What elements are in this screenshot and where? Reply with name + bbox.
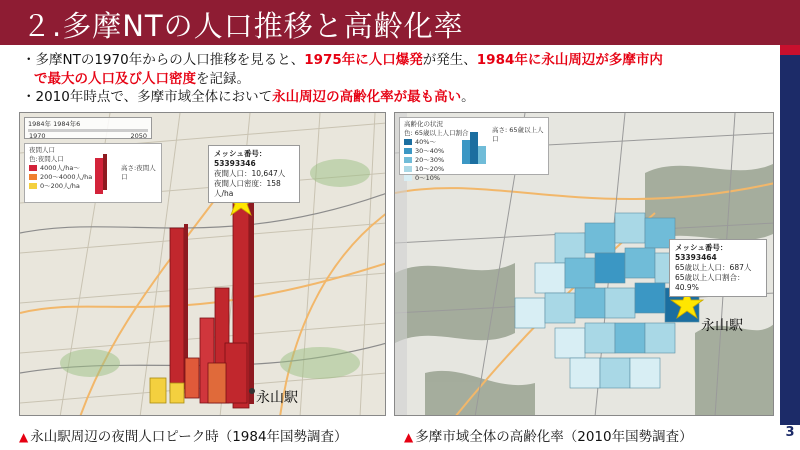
caption-right <box>404 425 693 445</box>
legend-swatch <box>404 157 412 163</box>
legend-swatch <box>404 148 412 154</box>
timeline-end: 2050 <box>130 132 147 140</box>
legend-subtitle: 色:夜間人口 <box>29 155 64 163</box>
legend-swatch <box>29 174 37 180</box>
bullet-list <box>22 51 778 107</box>
legend-title: 夜間人口 <box>29 146 55 154</box>
legend-swatch <box>29 183 37 189</box>
legend-item-3 <box>404 165 544 174</box>
legend-title: 高齢化の状況 <box>404 120 443 128</box>
population-map-panel[interactable] <box>19 112 386 416</box>
page-number: 3 <box>785 425 795 440</box>
bullet-2-line <box>22 88 778 107</box>
legend-label: 0〜10% <box>415 174 441 182</box>
bullet-1-highlight-2: 1984年に永山周辺が多摩市内 <box>476 52 663 68</box>
legend-label: 0〜200人/ha <box>40 182 80 190</box>
legend-item-4 <box>404 174 544 183</box>
legend-label: 4000人/ha〜 <box>40 164 80 172</box>
triangle-icon: ▲ <box>19 430 29 444</box>
popup-row-1: 夜間人口：10,647人 <box>214 169 286 178</box>
legend-height-label: 高さ: 65歳以上人口 <box>492 126 544 143</box>
legend-label: 200〜4000人/ha <box>40 173 93 181</box>
bullet-2-text-a: ・2010年時点で、多摩市域全体において <box>22 89 273 105</box>
legend-bar-icon <box>89 152 119 196</box>
accent-stripe-red <box>780 45 800 55</box>
bullet-1-text-a: ・多摩NTの1970年からの人口推移を見ると、 <box>22 52 305 68</box>
popup-mesh-id: 53393346 <box>214 159 256 168</box>
caption-right-text: 多摩市域全体の高齢化率（2010年国勢調査） <box>415 429 693 445</box>
population-legend <box>24 143 162 203</box>
mesh-popup[interactable] <box>669 239 767 297</box>
legend-label: 40%〜 <box>415 138 436 146</box>
legend-swatch <box>404 175 412 181</box>
timeline-start: 1970 <box>29 132 46 140</box>
legend-height-label: 高さ:夜間人口 <box>121 164 156 181</box>
aging-map-panel[interactable] <box>394 112 774 416</box>
caption-left-text: 永山駅周辺の夜間人口ピーク時（1984年国勢調査） <box>30 429 348 445</box>
bullet-1-text-b: が発生、 <box>422 52 477 68</box>
popup-header: メッシュ番号： <box>675 243 728 252</box>
popup-row-1: 65歳以上人口：687人 <box>675 263 752 272</box>
bullet-1-highlight-3: で最大の人口及び人口密度 <box>34 70 196 87</box>
bullet-1-line-2 <box>22 70 778 89</box>
legend-subtitle: 色: 65歳以上人口割合 <box>404 129 469 137</box>
legend-label: 10〜20% <box>415 165 445 173</box>
legend-label: 20〜30% <box>415 156 445 164</box>
station-label: 永山駅 <box>701 318 743 334</box>
bullet-2-text-b: 。 <box>461 89 475 105</box>
timeline-slider[interactable] <box>24 117 152 139</box>
station-label: 永山駅 <box>256 390 298 406</box>
legend-swatch <box>29 165 37 171</box>
bullet-1-text-c: を記録。 <box>196 70 250 87</box>
legend-bar-icon <box>458 126 490 166</box>
page-title: ２.多摩NTの人口推移と高齢化率 <box>22 9 464 43</box>
bullet-1-highlight-1: 1975年に人口爆発 <box>304 52 423 68</box>
legend-swatch <box>404 166 412 172</box>
timeline-date: 1984年 1984年6 <box>28 120 81 128</box>
accent-stripe-navy <box>780 55 800 425</box>
legend-swatch <box>404 139 412 145</box>
popup-header: メッシュ番号： <box>214 149 267 158</box>
title-bar <box>0 0 800 45</box>
mesh-popup[interactable] <box>208 145 300 203</box>
bullet-1-line-1 <box>22 51 778 70</box>
triangle-icon: ▲ <box>404 430 414 444</box>
legend-label: 30〜40% <box>415 147 445 155</box>
bullet-2-highlight: 永山周辺の高齢化率が最も高い <box>272 89 462 105</box>
aging-legend <box>399 117 549 182</box>
popup-mesh-id: 53393464 <box>675 253 717 262</box>
caption-left <box>19 425 348 445</box>
popup-row-2: 夜間人口密度：158人/ha <box>214 179 281 198</box>
popup-row-2: 65歳以上人口割合：40.9% <box>675 273 745 292</box>
